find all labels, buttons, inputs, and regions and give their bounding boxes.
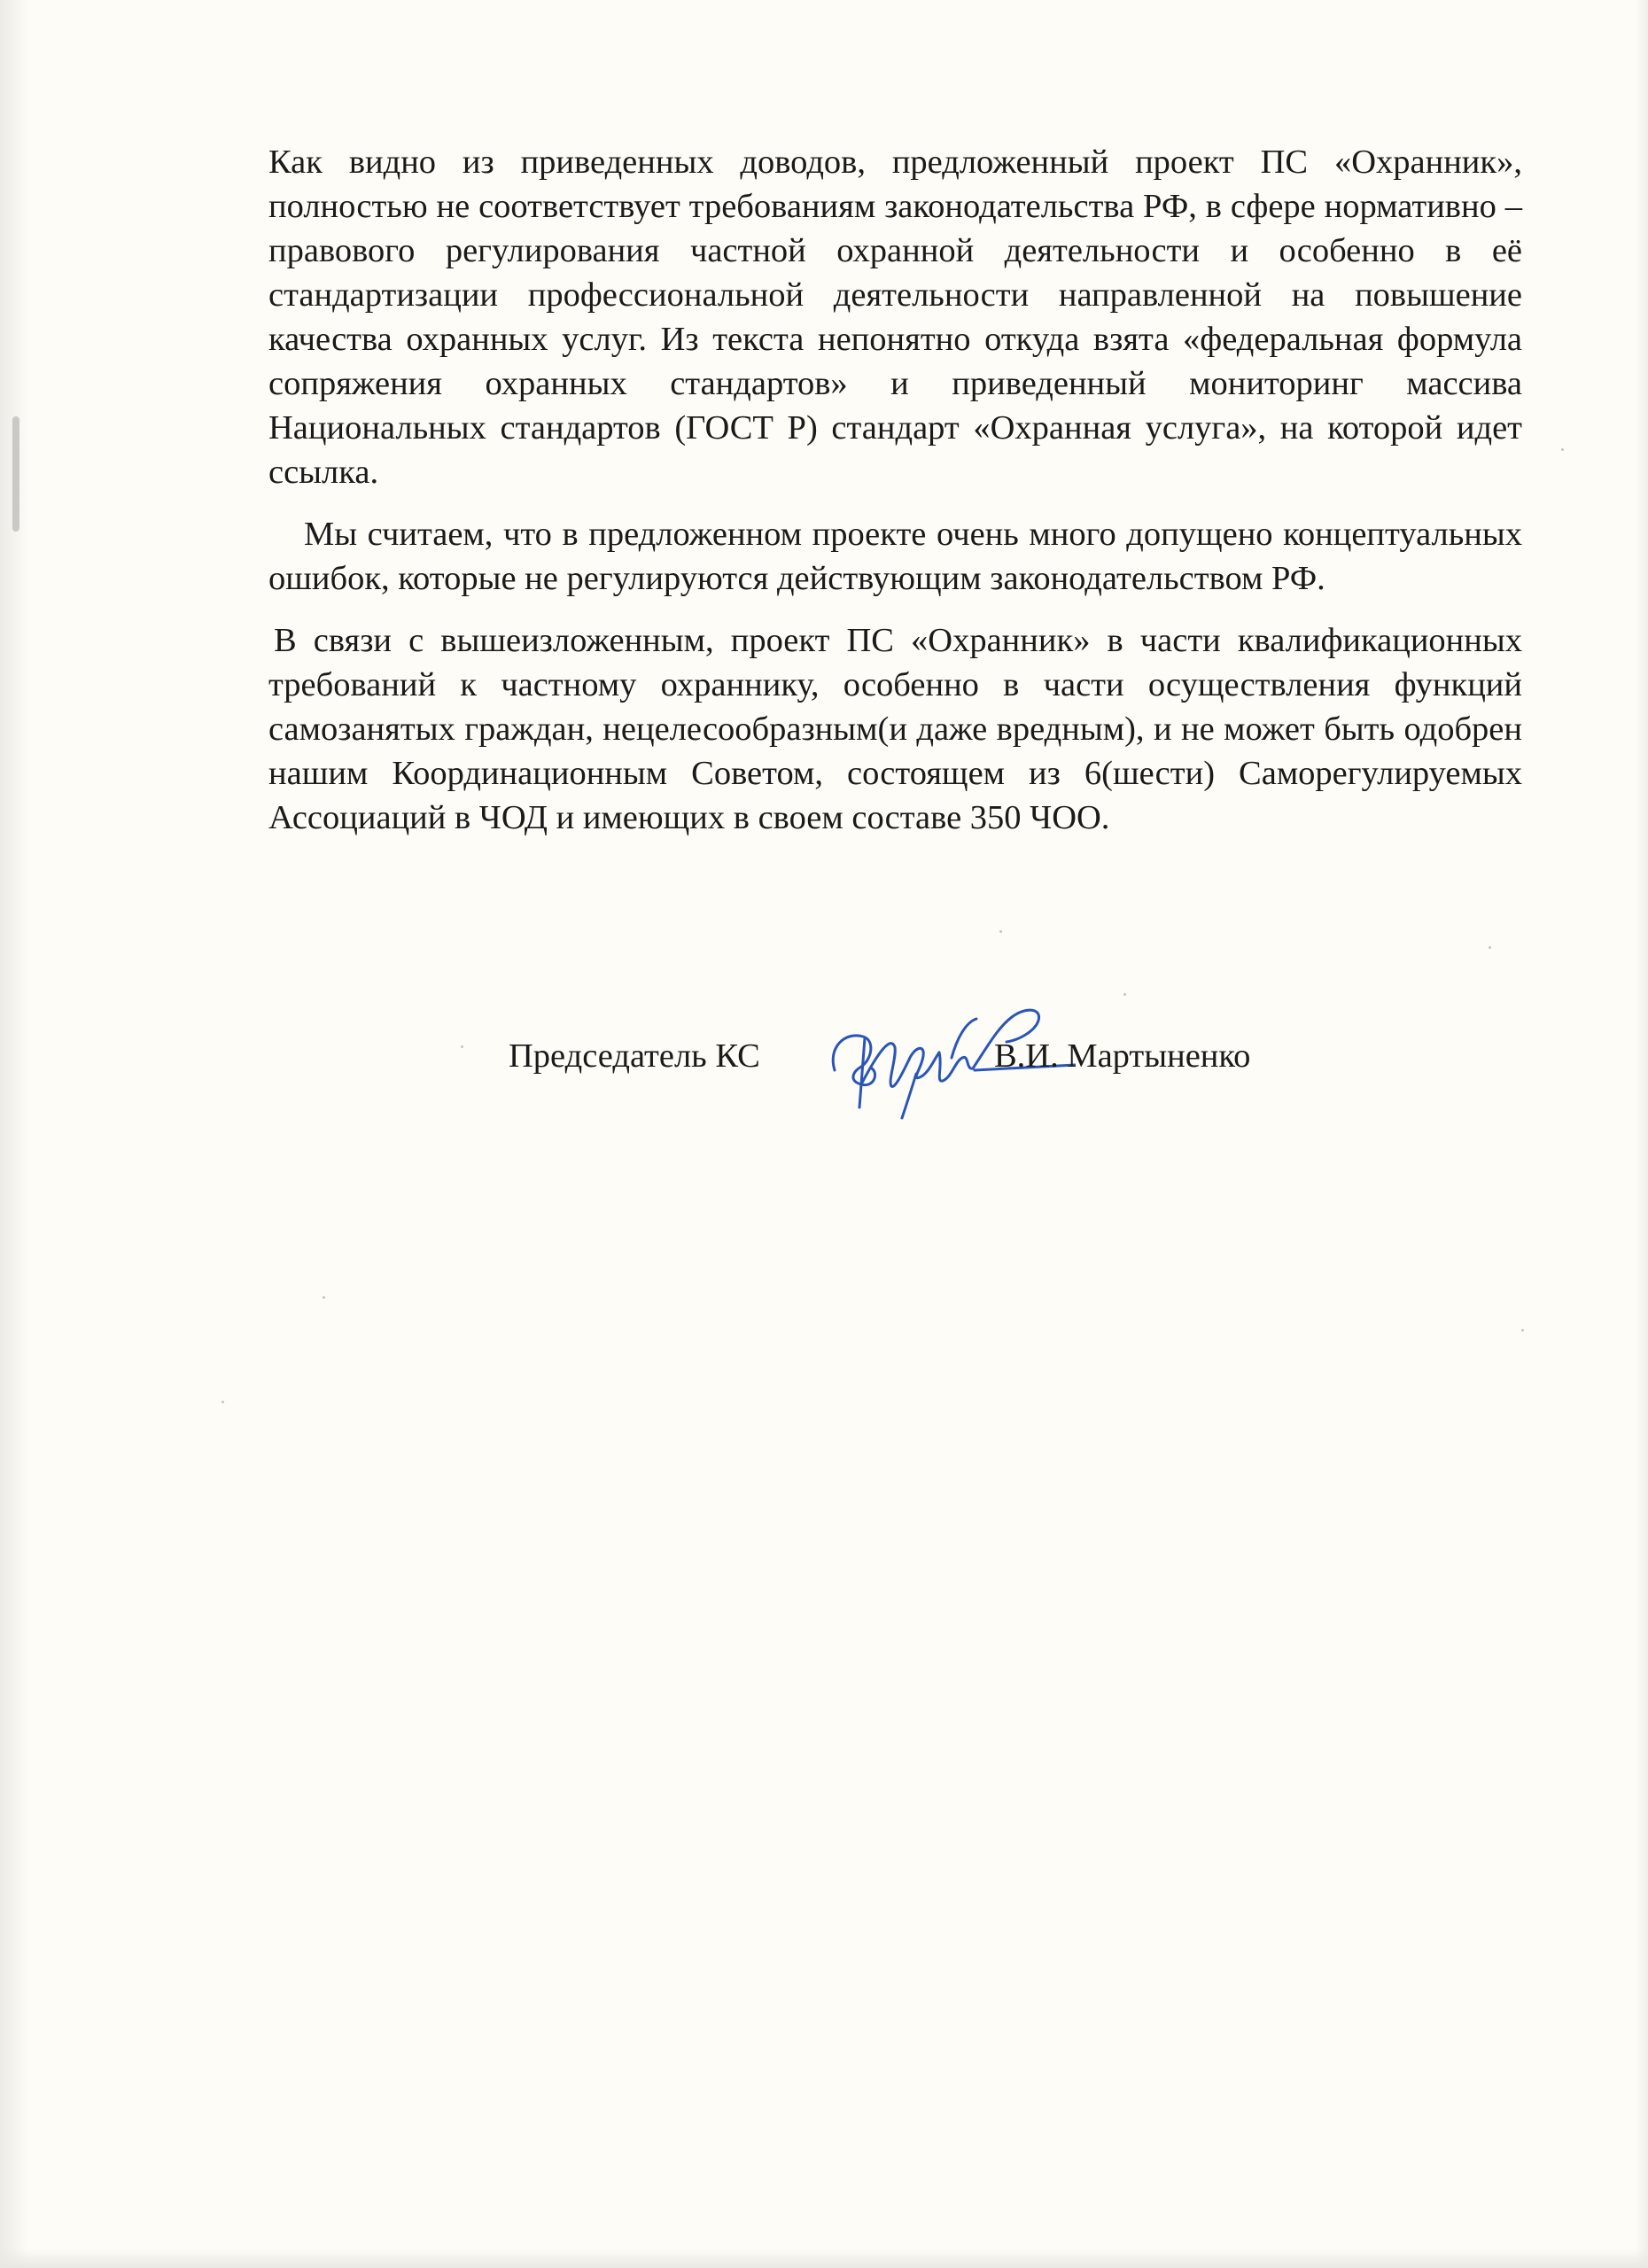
signatory-name: В.И. Мартыненко [994,1037,1251,1075]
signature-block [509,1029,1306,1136]
scan-speck [999,930,1002,933]
scan-shadow [12,416,19,532]
scan-speck [323,1296,325,1299]
scan-speck [1489,946,1491,949]
scan-edge-right [1636,0,1648,2268]
scan-speck [1123,993,1126,996]
signatory-title: Председатель КС [509,1037,760,1075]
scan-speck [1561,448,1564,451]
scan-speck [1521,1329,1524,1332]
scan-edge-left [0,0,28,2268]
scan-edge-bottom [0,2249,1648,2268]
paragraph-2: Мы считаем, что в предложенном проекте очень много допущено концептуальных ошибок, которые не регулируются действующим законодательством РФ. [268,516,1522,597]
paragraph-1: Как видно из приведенных доводов, предложенный проект ПС «Охранник», полностью не соответствует требованиям законодательства РФ, в сфере нормативно – правового регулирования частной охранной деятельности и особенно в её стандартизации профессиональной деятельности направленной на повышение качества охранных услуг. Из текста непонятно откуда взята «федеральная формула сопряжения охранных стандартов» и приведенный мониторинг массива Национальных стандартов (ГОСТ Р) стандарт «Охранная услуга», на которой идет ссылка. [268,144,1522,491]
scan-speck [461,1045,463,1048]
scan-speck [222,1401,224,1403]
letter-body [268,140,1522,840]
paragraph-3: В связи с вышеизложенным, проект ПС «Охранник» в части квалификационных требований к частному охраннику, особенно в части осуществления функций самозанятых граждан, нецелесообразным(и даже вредным), и не может быть одобрен нашим Координационным Советом, состоящем из 6(шести) Саморегулируемых Ассоциаций в ЧОД и имеющих в своем составе 350 ЧОО. [268,622,1522,836]
